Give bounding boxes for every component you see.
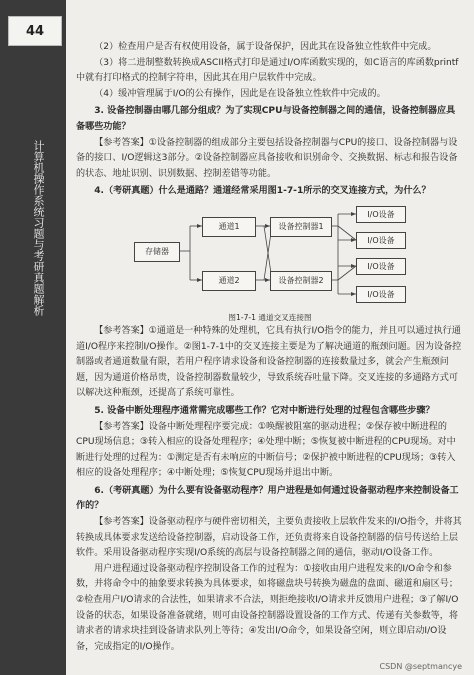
paragraph: 用户进程通过设备驱动程序控制设备工作的过程为：①接收由用户进程发来的I/O命令和参数，并将命令中的抽象要求转换为具体要求，如将磁盘块号转换为磁盘的盘面、磁道和扇区号；②检查用户I/O请求的合法性，如果请求不合法，则拒绝接收I/O请求并反馈用户进程；③了解I/O设备的状态，如果设备准备就绪，则可由设备控制器设置设备的工作方式、传递有关参数等，将请求者的请求块挂到设备请求队列上等待；④发出I/O命令，如果设备空闲，则立即启动I/O设备，完成指定的I/O操作。 bbox=[76, 563, 459, 652]
io-device-box: I/O设备 bbox=[356, 206, 406, 223]
paragraph: 【参考答案】设备驱动程序与硬件密切相关，主要负责接收上层软件发来的I/O指令，并将其转换成具体要求发送给设备控制器，启动设备工作，还负责将来自设备控制器的信号传送给上层软件。采用设备驱动程序实现I/O系统的高层与设备控制器之间的通信，驱动I/O设备工作。 bbox=[76, 517, 462, 559]
controller-1-box: 设备控制器1 bbox=[270, 217, 332, 237]
channel-2-box: 通道2 bbox=[202, 271, 256, 291]
paragraph: （4）缓冲管理属于I/O的公有操作，因此是在设备独立性软件中完成的。 bbox=[94, 88, 386, 99]
controller-2-box: 设备控制器2 bbox=[270, 271, 332, 291]
question-heading: 4.（考研真题）什么是通路？通道经常采用图1-7-1所示的交叉连接方式，为什么？ bbox=[94, 186, 431, 197]
channel-1-box: 通道1 bbox=[202, 217, 256, 237]
paragraph: 【参考答案】①通道是一种特殊的处理机，它具有执行I/O指令的能力，并且可以通过执行通道I/O程序来控制I/O操作。②图1-7-1中的交叉连接主要是为了解决通道的瓶颈问题。因为设备控制器或者通道数量有限，若用户程序请求设备和设备控制器的连接数量过多，就会产生瓶颈问题，因为通道价格昂贵，设备控制器数量较少，导致系统吞吐量下降。交叉连接的多通路方式可以解决这种瓶颈，还提高了系统可靠性。 bbox=[76, 325, 462, 399]
watermark: CSDN @septmancye bbox=[379, 662, 462, 671]
sidebar-title: 计算机操作系统习题与考研真题解析 bbox=[32, 140, 45, 316]
text-block-2 bbox=[76, 324, 464, 655]
io-device-box: I/O设备 bbox=[356, 258, 406, 275]
figure-caption: 图1-7-1 通道交叉连接图 bbox=[228, 312, 312, 322]
figure-channel-crossconnect bbox=[76, 204, 464, 322]
io-device-box: I/O设备 bbox=[356, 286, 406, 303]
paragraph: （2）检查用户是否有权使用设备，属于设备保护，因此其在设备独立性软件中完成。 bbox=[94, 42, 437, 52]
question-heading: 3. 设备控制器由哪几部分组成？为了实现CPU与设备控制器之间的通信，设备控制器应具备哪些功能？ bbox=[76, 106, 456, 132]
io-device-box: I/O设备 bbox=[356, 232, 406, 249]
question-heading: 6.（考研真题）为什么要有设备驱动程序？用户进程是如何通过设备驱动程序来控制设备工作的？ bbox=[76, 485, 459, 512]
paragraph: （3）将二进制整数转换成ASCII格式打印是通过I/O库函数实现的，如C语言的库函数printf中就有打印格式的控制字符串，因此其在用户层软件中完成。 bbox=[76, 57, 459, 84]
page-content bbox=[76, 40, 464, 655]
memory-box: 存储器 bbox=[134, 242, 180, 262]
text-block-1 bbox=[76, 40, 464, 200]
page-number: 44 bbox=[8, 16, 62, 46]
paragraph: 【参考答案】设备中断处理程序要完成：①唤醒被阻塞的驱动进程；②保存被中断进程的CPU现场信息；③转入相应的设备处理程序；④处理中断；⑤恢复被中断进程的CPU现场。对中断进行处理的过程为：①测定是否有未响应的中断信号；②保护被中断进程的CPU现场；③转入相应的设备处理程序；④中断处理；⑤恢复CPU现场并退出中断。 bbox=[76, 421, 456, 479]
sidebar bbox=[0, 0, 66, 675]
paragraph: 【参考答案】①设备控制器的组成部分主要包括设备控制器与CPU的接口、设备控制器与设备的接口、I/O逻辑这3部分。②设备控制器应具备接收和识别命令、交换数据、标志和报告设备的状态、地址识别、识别数据、控制差错等功能。 bbox=[76, 137, 458, 179]
question-heading: 5. 设备中断处理程序通常需完成哪些工作？它对中断进行处理的过程包含哪些步骤？ bbox=[94, 405, 435, 416]
